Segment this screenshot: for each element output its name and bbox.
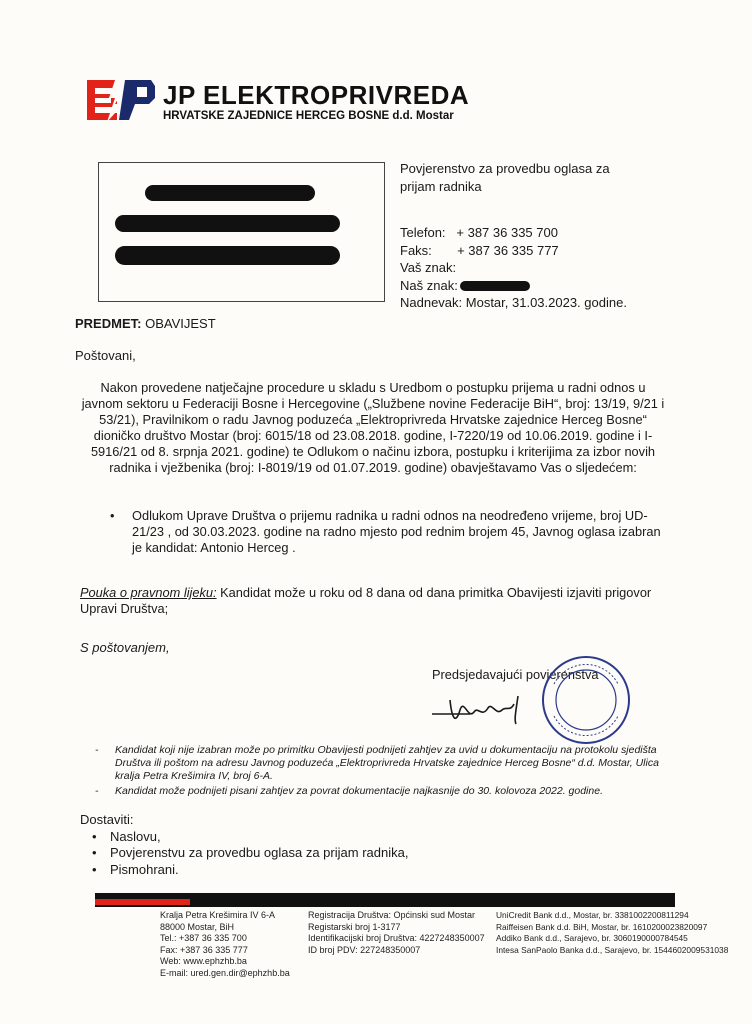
footer-accent [95, 899, 190, 905]
footer-banks: UniCredit Bank d.d., Mostar, br. 3381002200811294 Raiffeisen Bank d.d. BiH, Mostar, br. 1610200023820097 Addiko Bank d.d., Sarajevo, br. 3060190000784545 Intesa SanPaolo Banka d.d., Sarajevo, br. 1544602009531038 [496, 910, 729, 955]
footnote-text: Kandidat može podnijeti pisani zahtjev za povrat dokumentacije najkasnije do 30. kolovoza 2022. godine. [115, 785, 603, 797]
legal-notice-label: Pouka o pravnom lijeku: [80, 585, 217, 600]
redaction-bar [145, 185, 315, 201]
recipient-line: Povjerenstvo za provedbu oglasa za [400, 161, 610, 176]
closing: S poštovanjem, [80, 640, 170, 655]
phone-row [400, 224, 627, 242]
footnotes [95, 744, 685, 800]
date-line: Nadnevak: Mostar, 31.03.2023. godine. [400, 295, 627, 310]
our-ref-row [400, 277, 627, 295]
delivery-item: • Pismohrani. [92, 861, 179, 877]
delivery-item: • Naslovu, [92, 828, 161, 844]
signatory-title: Predsjedavajući povjerenstva [432, 667, 599, 682]
delivery-item: • Povjerenstvu za provedbu oglasa za prijam radnika, [92, 845, 409, 860]
fax-row [400, 242, 627, 260]
delivery-list [80, 812, 408, 878]
our-ref-label: Naš znak: [400, 277, 458, 293]
recipient-block [400, 160, 610, 196]
phone-label: Telefon: [400, 225, 446, 240]
subject-label: PREDMET: [75, 316, 142, 331]
company-logo-icon [85, 78, 157, 122]
body-paragraph: Nakon provedene natječajne procedure u skladu s Uredbom o postupku prijema u radni odnos u javnom sektoru u Federaciji Bosne i Hercegovine („Službene novine Federacije BiH“, broj: 13/19, 9/21 i 53/21), Pravilnikom o radu Javnog poduzeća „Elektroprivreda Hrvatske zajednice Herceg Bosne“ dioničko društvo Mostar (broj: 6015/18 od 23.08.2018. godine, I-7220/19 od 10.06.2019. godine i I-5916/21 od 8. srpnja 2021. godine) te Odlukom o načinu izbora, postupku i kriterijima za izbor novih radnika i vježbenika (broj: I-8019/19 od 01.07.2019. godine) obavještavamo Vas o sljedećem: [81, 380, 665, 475]
delivery-label: Dostaviti: [80, 812, 134, 827]
address-box [98, 162, 385, 302]
official-stamp-icon [540, 654, 632, 746]
your-ref-label: Vaš znak: [400, 260, 457, 275]
fax-label: Faks: [400, 242, 432, 258]
decision-text: Odlukom Uprave Društva o prijemu radnika u radni odnos na neodređeno vrijeme, broj UD- 21/23 , od 30.03.2023. godine na radno mjesto pod rednim brojem 45, Javnog oglasa izabran je kandidat: Antonio Herceg . [132, 508, 661, 555]
subject-line [75, 316, 216, 331]
bullet-icon: • [110, 508, 115, 523]
greeting: Poštovani, [75, 348, 136, 363]
subject-value: OBAVIJEST [145, 316, 216, 331]
company-name: JP ELEKTROPRIVREDA [163, 80, 470, 110]
company-subtitle: HRVATSKE ZAJEDNICE HERCEG BOSNE d.d. Mostar [163, 110, 454, 122]
recipient-line: prijam radnika [400, 179, 482, 194]
redaction-bar [460, 281, 530, 291]
decision-bullet [110, 508, 670, 556]
footnote-text: Kandidat koji nije izabran može po primitku Obavijesti podnijeti zahtjev za uvid u dokumentaciju na protokolu sjedišta Društva ili poštom na adresu Javnog poduzeća „Elektroprivreda Hrvatske zajednice Herceg Bosne“ d.d. Mostar, Ulica kralja Petra Krešimira IV, broj 6-A. [115, 744, 659, 782]
footer-registration: Registracija Društva: Općinski sud Mostar Registarski broj 1-3177 Identifikacijski broj Društva: 4227248350007 ID broj PDV: 227248350007 [308, 910, 485, 955]
contact-block [400, 224, 627, 312]
footnote-item: - Kandidat može podnijeti pisani zahtjev za povrat dokumentacije najkasnije do 30. kolovoza 2022. godine. [95, 785, 603, 797]
legal-notice-text: Kandidat može u roku od 8 dana od dana primitka Obavijesti izjaviti prigovor Upravi Društva; [80, 585, 652, 616]
redaction-bar [115, 246, 340, 265]
footer-address: Kralja Petra Krešimira IV 6-A 88000 Mostar, BiH Tel.: +387 36 335 700 Fax: +387 36 335 777 Web: www.ephzhb.ba E-mail: ured.gen.dir@ephzhb.ba [160, 910, 290, 978]
footnote-item: - Kandidat koji nije izabran može po primitku Obavijesti podnijeti zahtjev za uvid u dokumentaciju na protokolu sjedišta Društva ili poštom na adresu Javnog poduzeća „Elektroprivreda Hrvatske zajednice Herceg Bosne“ d.d. Mostar, Ulica kralja Petra Krešimira IV, broj 6-A. [95, 744, 659, 782]
phone-value: + 387 36 335 700 [456, 225, 558, 240]
redaction-bar [115, 215, 340, 232]
fax-value: + 387 36 335 777 [457, 242, 559, 258]
legal-notice [80, 585, 680, 617]
